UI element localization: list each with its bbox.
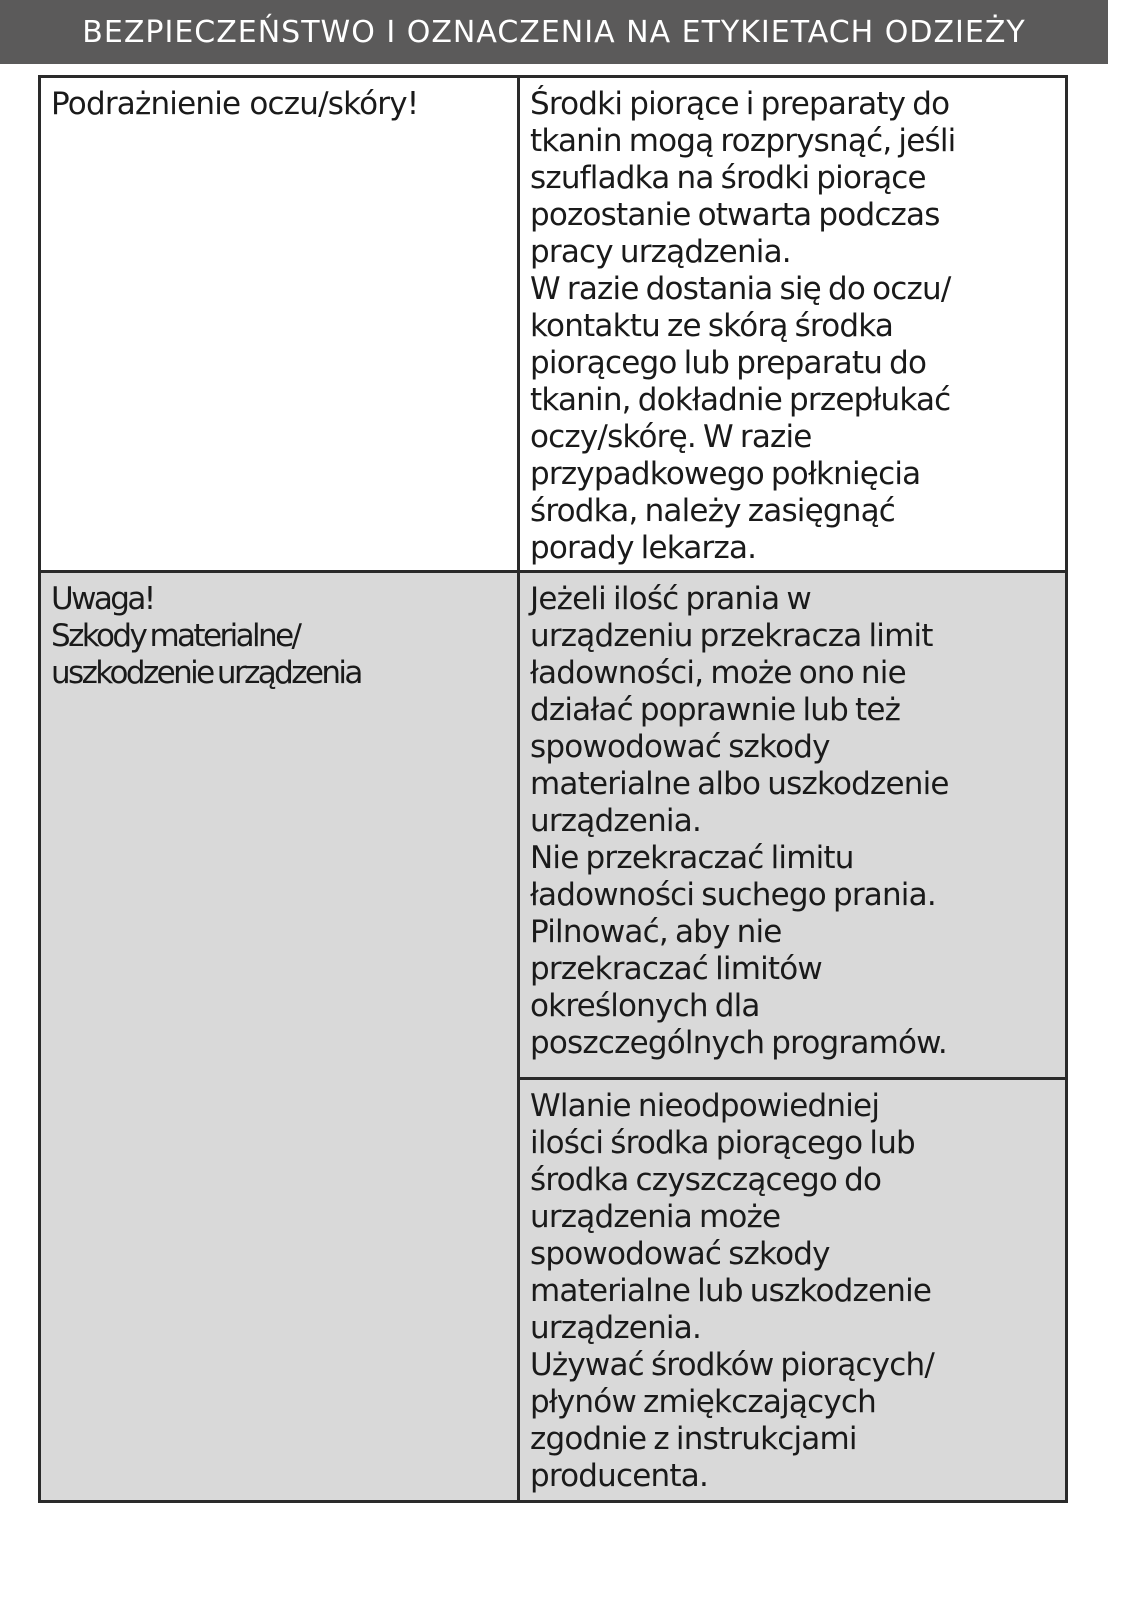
safety-table <box>38 75 1068 1503</box>
warning-description: Wlanie nieodpowiedniej ilości środka piorącego lub środka czyszczącego do urządzenia może spowodować szkody materialne lub uszkodzenie urządzenia. Używać środków piorących/ płynów zmiękczających zgodnie z instrukcjami producenta. <box>530 1088 934 1494</box>
warning-label: Uwaga! Szkody materialne/ uszkodzenie urządzenia <box>51 581 361 691</box>
table-row-label-material-damage <box>41 570 517 1500</box>
warning-description: Środki piorące i preparaty do tkanin mogą rozprysnąć, jeśli szufladka na środki piorące pozostanie otwarta podczas pracy urządzenia. W razie dostania się do oczu/ kontaktu ze skórą środka piorącego lub preparatu do tkanin, dokładnie przepłukać oczy/skórę. W razie przypadkowego połknięcia środka, należy zasięgnąć porady lekarza. <box>530 86 956 566</box>
table-row-text-overload <box>517 570 1065 1077</box>
warning-description: Jeżeli ilość prania w urządzeniu przekracza limit ładowności, może ono nie działać poprawnie lub też spowodować szkody materialne albo uszkodzenie urządzenia. Nie przekraczać limitu ładowności suchego prania. Pilnować, aby nie przekraczać limitów określonych dla poszczególnych programów. <box>530 581 949 1061</box>
table-row-text-detergent-amount <box>517 1077 1065 1500</box>
table-row-text-eye-skin-irritation <box>517 78 1065 570</box>
section-title: BEZPIECZEŃSTWO I OZNACZENIA NA ETYKIETACH ODZIEŻY <box>82 14 1026 50</box>
section-header-bar <box>0 0 1108 64</box>
warning-label: Podrażnienie oczu/skóry! <box>51 86 419 122</box>
table-row-label-eye-skin-irritation <box>41 78 517 570</box>
